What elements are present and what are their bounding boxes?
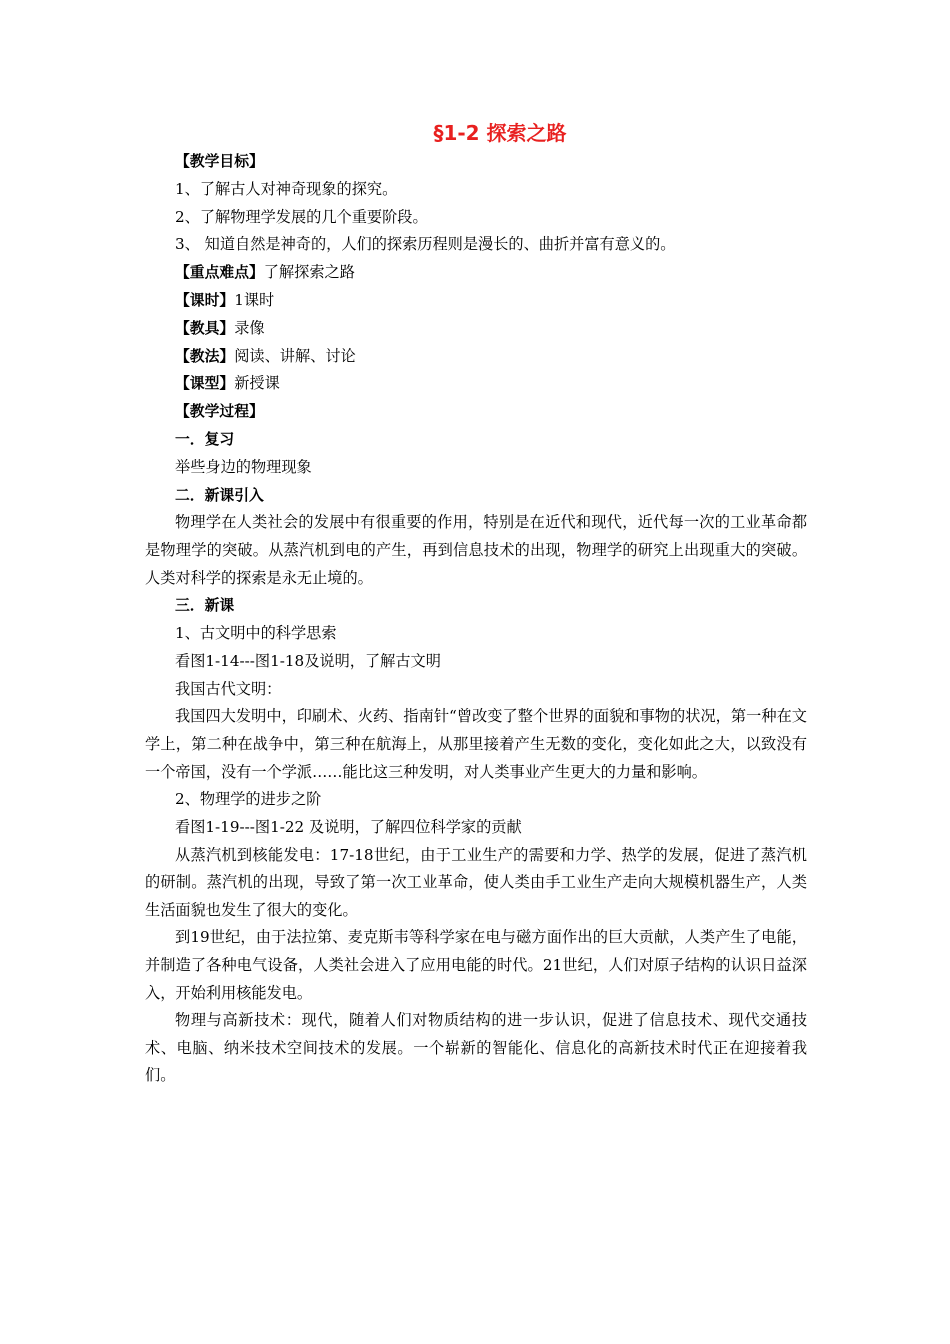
section-intro-paragraph: 物理学在人类社会的发展中有很重要的作用，特别是在近代和现代，近代每一次的工业革命都是物理学的突破。从蒸汽机到电的产生，再到信息技术的出现，物理学的研究上出现重大的突破。人类对科学的探索是永无止境的。 xyxy=(145,513,807,587)
type-row xyxy=(145,370,807,398)
hours-label: 【课时】 xyxy=(175,291,235,309)
tools-value: 录像 xyxy=(234,318,265,337)
goal-item-1: 1、了解古人对神奇现象的探究。 xyxy=(175,179,398,198)
tools-label: 【教具】 xyxy=(175,319,235,337)
section-review-text: 举些身边的物理现象 xyxy=(175,457,312,476)
subsection-ancient-heading: 1、古文明中的科学思索 xyxy=(175,623,337,642)
hours-value: 1课时 xyxy=(234,290,275,309)
method-value: 阅读、讲解、讨论 xyxy=(234,346,356,365)
steam-to-nuclear-paragraph: 从蒸汽机到核能发电：17-18世纪，由于工业生产的需要和力学、热学的发展，促进了蒸汽机的研制。蒸汽机的出现，导致了第一次工业革命，使人类由手工业生产走向大规模机器生产，人类生活面貌也发生了很大的变化。 xyxy=(145,845,807,919)
section-review-heading: 一．复习 xyxy=(175,430,235,448)
four-inventions-paragraph: 我国四大发明中，印刷术、火药、指南针“曾改变了整个世界的面貌和事物的状况，第一种在文学上，第二种在战争中，第三种在航海上，从那里接着产生无数的变化，变化如此之大，以致没有一个帝国，没有一个学派……能比这三种发明，对人类事业产生更大的力量和影响。 xyxy=(145,707,807,781)
method-label: 【教法】 xyxy=(175,347,235,365)
type-label: 【课型】 xyxy=(175,375,235,393)
goal-item-2: 2、了解物理学发展的几个重要阶段。 xyxy=(175,207,428,226)
hours-row xyxy=(145,287,807,315)
process-heading: 【教学过程】 xyxy=(175,403,264,421)
key-points-value: 了解探索之路 xyxy=(263,263,355,282)
section-new-lesson-heading: 三．新课 xyxy=(175,597,235,615)
subsection-progress-note: 看图1-19---图1-22 及说明，了解四位科学家的贡献 xyxy=(175,817,522,836)
type-value: 新授课 xyxy=(234,374,280,393)
subsection-progress-heading: 2、物理学的进步之阶 xyxy=(175,790,322,809)
key-points-label: 【重点难点】 xyxy=(175,264,264,282)
section-intro-heading: 二．新课引入 xyxy=(175,486,264,504)
goal-item-3: 3、 知道自然是神奇的，人们的探索历程则是漫长的、曲折并富有意义的。 xyxy=(175,235,676,254)
page-title: §1-2 探索之路 xyxy=(433,121,567,145)
subsection-ancient-note: 看图1-14---图1-18及说明，了解古文明 xyxy=(175,651,441,670)
document-body xyxy=(145,148,807,1090)
tools-row xyxy=(145,315,807,343)
goals-heading: 【教学目标】 xyxy=(175,153,264,170)
high-tech-paragraph: 物理与高新技术：现代，随着人们对物质结构的进一步认识，促进了信息技术、现代交通技术、电脑、纳米技术空间技术的发展。一个崭新的智能化、信息化的高新技术时代正在迎接着我们。 xyxy=(145,1011,807,1085)
subsection-ancient-civ-label: 我国古代文明： xyxy=(175,679,282,698)
key-points-row xyxy=(145,259,807,287)
electricity-paragraph: 到19世纪，由于法拉第、麦克斯韦等科学家在电与磁方面作出的巨大贡献，人类产生了电能，并制造了各种电气设备，人类社会进入了应用电能的时代。21世纪，人们对原子结构的认识日益深入，开始利用核能发电。 xyxy=(145,928,807,1002)
method-row xyxy=(145,343,807,371)
